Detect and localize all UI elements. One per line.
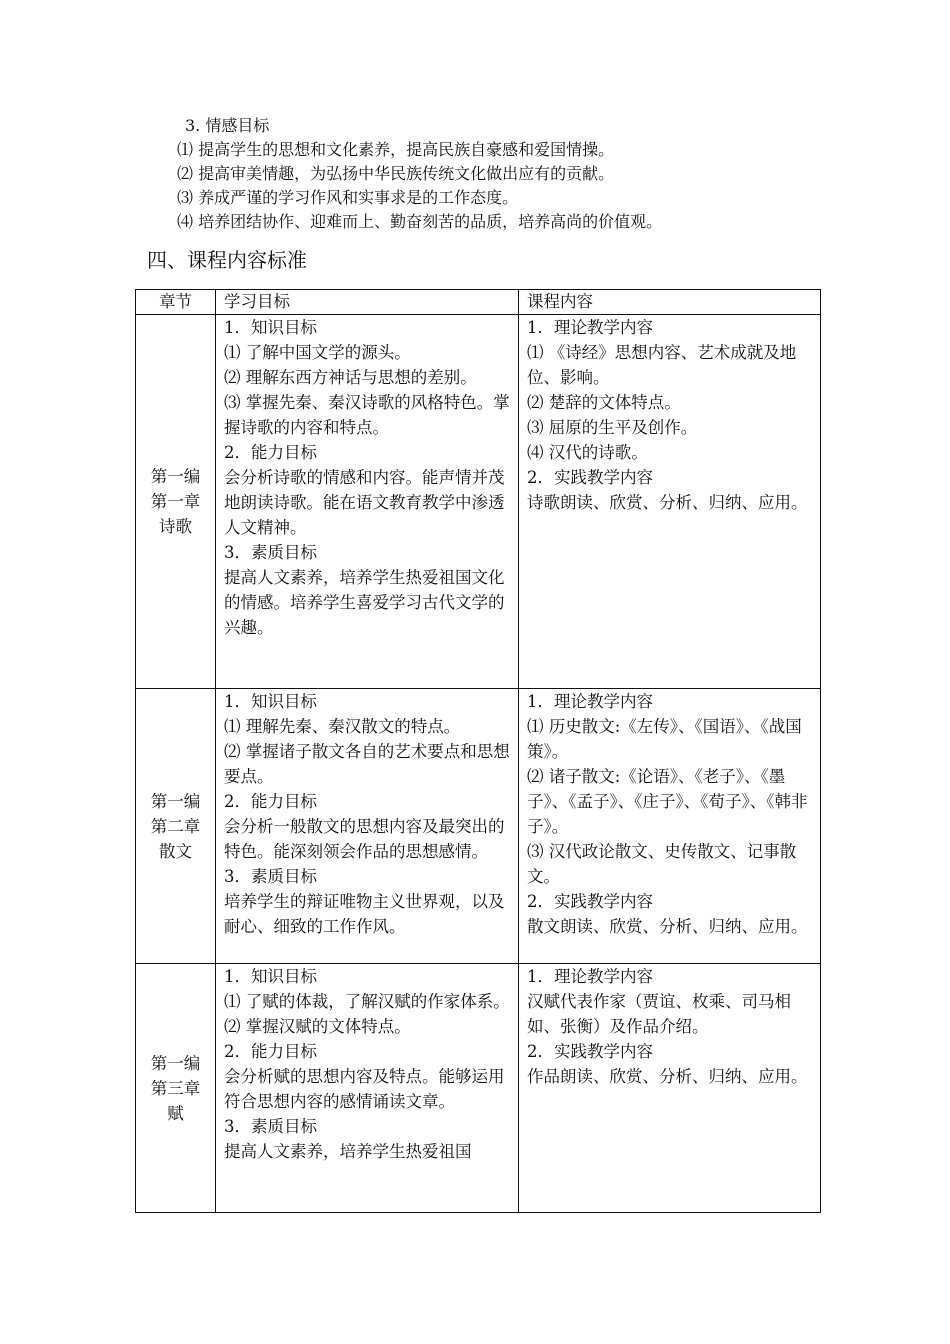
content-line: ⑴ 历史散文:《左传》、《国语》、《战国策》。 <box>527 717 802 761</box>
content-line: 作品朗读、欣赏、分析、归纳、应用。 <box>527 1067 808 1086</box>
objective-heading: 1．知识目标 <box>224 318 317 337</box>
header-content: 课程内容 <box>519 290 821 315</box>
content-line: 诗歌朗读、欣赏、分析、归纳、应用。 <box>527 493 808 512</box>
chapter-part: 第一编 <box>150 791 201 811</box>
objective-line: 提高人文素养，培养学生热爱祖国文化的情感。培养学生喜爱学习古代文学的兴趣。 <box>224 568 505 637</box>
content-line: ⑷ 汉代的诗歌。 <box>527 443 648 462</box>
chapter-topic: 赋 <box>167 1103 184 1123</box>
chapter-cell <box>136 315 216 689</box>
objective-heading: 2．能力目标 <box>224 443 317 462</box>
table-row <box>136 689 821 964</box>
goal-item: ⑴ 提高学生的思想和文化素养，提高民族自豪感和爱国情操。 <box>177 140 615 159</box>
table-row <box>136 964 821 1213</box>
course-content-table <box>135 289 821 1213</box>
objective-line: ⑶ 掌握先秦、秦汉诗歌的风格特色。掌握诗歌的内容和特点。 <box>224 393 510 437</box>
content-heading: 1．理论教学内容 <box>527 318 653 337</box>
content-heading: 2．实践教学内容 <box>527 468 653 487</box>
objective-heading: 3．素质目标 <box>224 867 317 886</box>
objective-line: 会分析诗歌的情感和内容。能声情并茂地朗读诗歌。能在语文教育教学中渗透人文精神。 <box>224 468 505 537</box>
content-heading: 1．理论教学内容 <box>527 967 653 986</box>
objective-line: 会分析赋的思想内容及特点。能够运用符合思想内容的感情诵读文章。 <box>224 1067 505 1111</box>
objective-heading: 3．素质目标 <box>224 1117 317 1136</box>
objective-heading: 1．知识目标 <box>224 967 317 986</box>
content-cell <box>519 689 821 964</box>
objective-line: 培养学生的辩证唯物主义世界观，以及耐心、细致的工作作风。 <box>224 892 505 936</box>
content-line: ⑶ 屈原的生平及创作。 <box>527 418 698 437</box>
goal-item: ⑵ 提高审美情趣，为弘扬中华民族传统文化做出应有的贡献。 <box>177 164 615 183</box>
chapter-topic: 诗歌 <box>159 517 192 536</box>
objective-heading: 1．知识目标 <box>224 692 317 711</box>
chapter-cell <box>136 964 216 1213</box>
table-header-row <box>136 290 821 315</box>
content-line: ⑴ 《诗经》思想内容、艺术成就及地位、影响。 <box>527 343 797 387</box>
content-line: 汉赋代表作家（贾谊、枚乘、司马相如、张衡）及作品介绍。 <box>527 992 791 1036</box>
objective-heading: 2．能力目标 <box>224 792 317 811</box>
content-heading: 1．理论教学内容 <box>527 692 653 711</box>
objective-line: ⑴ 了赋的体裁，了解汉赋的作家体系。 <box>224 992 510 1011</box>
content-line: ⑵ 楚辞的文体特点。 <box>527 393 681 412</box>
emotional-goals-section <box>177 114 837 234</box>
objective-line: 会分析一般散文的思想内容及最突出的特色。能深刻领会作品的思想感情。 <box>224 817 505 861</box>
chapter-part: 第一编 <box>150 467 201 486</box>
objectives-cell <box>216 964 519 1213</box>
objective-line: 提高人文素养，培养学生热爱祖国 <box>224 1142 472 1161</box>
goal-item: ⑶ 养成严谨的学习作风和实事求是的工作态度。 <box>177 188 519 207</box>
objective-line: ⑵ 掌握汉赋的文体特点。 <box>224 1017 411 1036</box>
content-line: ⑶ 汉代政论散文、史传散文、记事散文。 <box>527 842 797 886</box>
content-cell <box>519 315 821 689</box>
objective-line: ⑴ 了解中国文学的源头。 <box>224 343 411 362</box>
section-title: 四、课程内容标准 <box>147 248 307 272</box>
content-cell <box>519 964 821 1213</box>
content-heading: 2．实践教学内容 <box>527 892 653 911</box>
goals-heading: 3. 情感目标 <box>185 116 270 135</box>
objective-line: ⑵ 掌握诸子散文各自的艺术要点和思想要点。 <box>224 742 510 786</box>
objective-heading: 3．素质目标 <box>224 543 317 562</box>
chapter-number: 第三章 <box>150 1078 201 1098</box>
table-row <box>136 315 821 689</box>
content-line: ⑵ 诸子散文:《论语》、《老子》、《墨子》、《孟子》、《庄子》、《荀子》、《韩非子》。 <box>527 767 808 836</box>
chapter-topic: 散文 <box>159 841 192 861</box>
objectives-cell <box>216 315 519 689</box>
chapter-cell <box>136 689 216 964</box>
goal-item: ⑷ 培养团结协作、迎难而上、勤奋刻苦的品质，培养高尚的价值观。 <box>177 212 663 231</box>
chapter-number: 第二章 <box>150 816 201 836</box>
chapter-part: 第一编 <box>150 1053 201 1073</box>
objective-line: ⑵ 理解东西方神话与思想的差别。 <box>224 368 477 387</box>
content-heading: 2．实践教学内容 <box>527 1042 653 1061</box>
objective-line: ⑴ 理解先秦、秦汉散文的特点。 <box>224 717 461 736</box>
objectives-cell <box>216 689 519 964</box>
objective-heading: 2．能力目标 <box>224 1042 317 1061</box>
header-chapter: 章节 <box>136 290 216 315</box>
chapter-number: 第一章 <box>150 492 201 511</box>
content-line: 散文朗读、欣赏、分析、归纳、应用。 <box>527 917 808 936</box>
header-objectives: 学习目标 <box>216 290 519 315</box>
